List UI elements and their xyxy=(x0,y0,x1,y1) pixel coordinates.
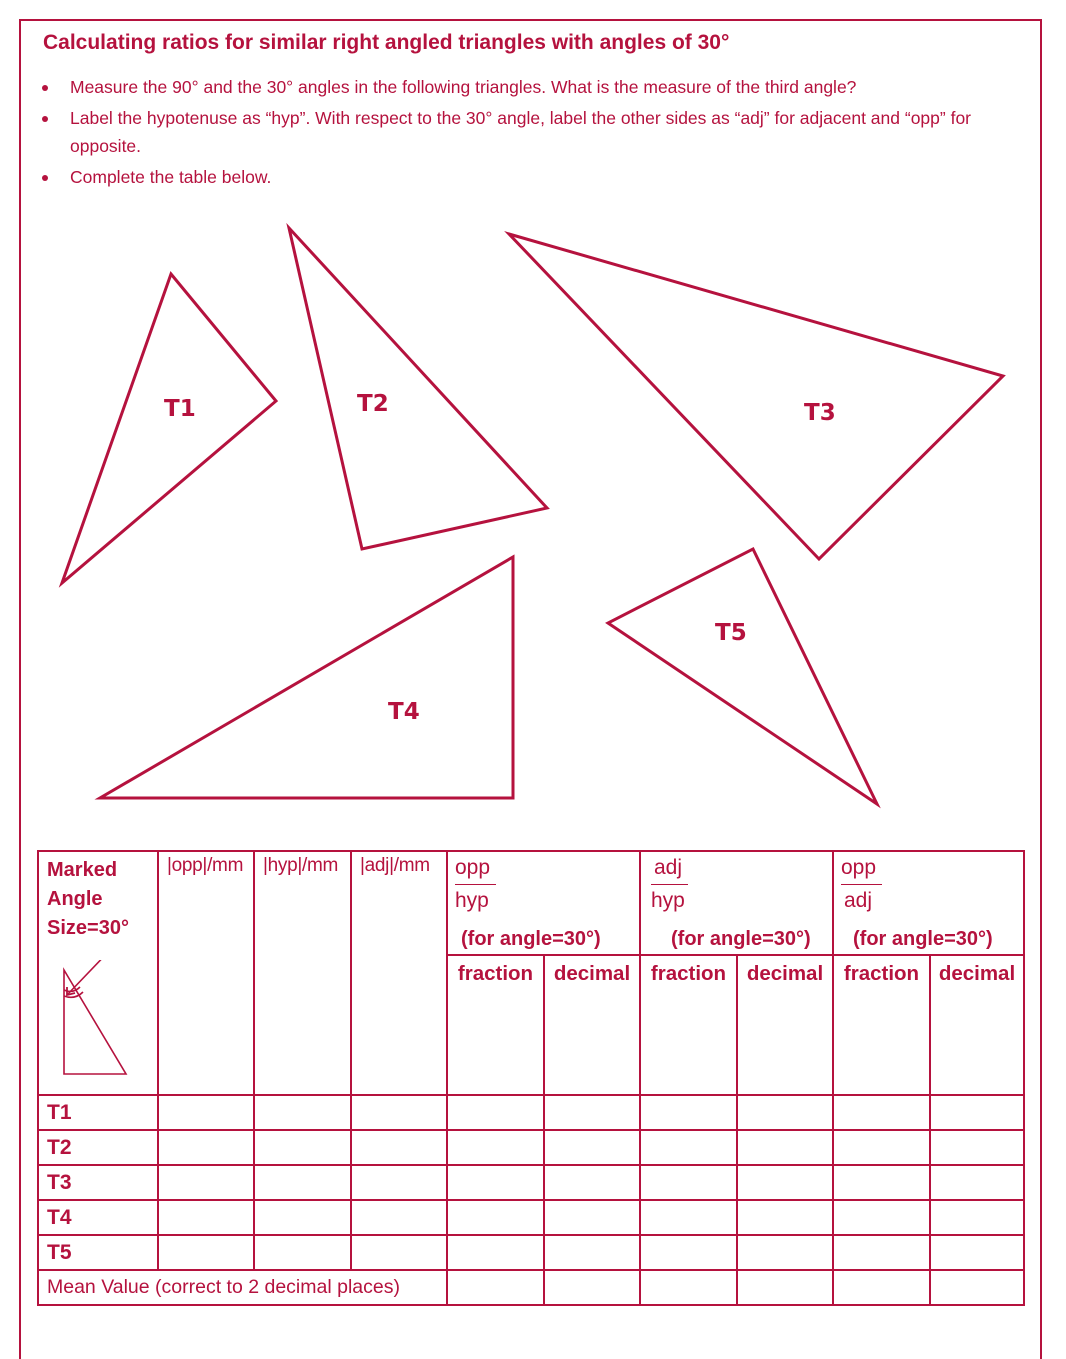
answer-cell[interactable] xyxy=(544,1270,640,1305)
answer-cell[interactable] xyxy=(447,1200,544,1235)
answer-cell[interactable] xyxy=(737,1165,833,1200)
subheader-fraction: fraction xyxy=(640,955,737,1095)
answer-cell[interactable] xyxy=(737,1235,833,1270)
answer-cell[interactable] xyxy=(351,1130,447,1165)
row-label-t1: T1 xyxy=(38,1095,158,1130)
row-label-t4: T4 xyxy=(38,1200,158,1235)
triangle-label-t3: T3 xyxy=(804,400,836,426)
triangle-t1 xyxy=(62,274,276,583)
answer-cell[interactable] xyxy=(544,1095,640,1130)
instruction-text: Measure the 90° and the 30° angles in the following triangles. What is the measure of the third angle? xyxy=(70,77,857,97)
answer-cell[interactable] xyxy=(351,1235,447,1270)
ratio-header-adj-hyp xyxy=(640,851,833,955)
ratio-table xyxy=(37,850,1025,1306)
answer-cell[interactable] xyxy=(447,1095,544,1130)
triangle-t2 xyxy=(289,228,547,549)
adj-length-header: |adj|/mm xyxy=(351,851,447,1095)
ratio-fraction xyxy=(841,852,882,917)
answer-cell[interactable] xyxy=(737,1200,833,1235)
ratio-denominator: hyp xyxy=(455,889,489,912)
answer-cell[interactable] xyxy=(254,1165,351,1200)
answer-cell[interactable] xyxy=(351,1165,447,1200)
answer-cell[interactable] xyxy=(447,1130,544,1165)
answer-cell[interactable] xyxy=(833,1165,930,1200)
marked-angle-header xyxy=(38,851,158,1095)
answer-cell[interactable] xyxy=(930,1130,1024,1165)
table-row xyxy=(38,1165,1024,1200)
triangle-label-t1: T1 xyxy=(164,396,196,422)
answer-cell[interactable] xyxy=(544,1200,640,1235)
subheader-fraction: fraction xyxy=(447,955,544,1095)
answer-cell[interactable] xyxy=(544,1130,640,1165)
table-row xyxy=(38,1200,1024,1235)
answer-cell[interactable] xyxy=(254,1095,351,1130)
marked-header-line: Size=30° xyxy=(47,917,129,939)
mean-value-label: Mean Value (correct to 2 decimal places) xyxy=(38,1270,447,1305)
answer-cell[interactable] xyxy=(833,1095,930,1130)
answer-cell[interactable] xyxy=(158,1130,254,1165)
answer-cell[interactable] xyxy=(254,1200,351,1235)
answer-cell[interactable] xyxy=(833,1200,930,1235)
answer-cell[interactable] xyxy=(447,1270,544,1305)
answer-cell[interactable] xyxy=(447,1165,544,1200)
ratio-denominator: hyp xyxy=(651,889,685,912)
ratio-angle-note: (for angle=30°) xyxy=(461,928,601,950)
answer-cell[interactable] xyxy=(930,1095,1024,1130)
table-row xyxy=(38,1235,1024,1270)
answer-cell[interactable] xyxy=(640,1235,737,1270)
ratio-fraction xyxy=(651,852,688,917)
answer-cell[interactable] xyxy=(930,1200,1024,1235)
hyp-length-header: |hyp|/mm xyxy=(254,851,351,1095)
answer-cell[interactable] xyxy=(833,1270,930,1305)
subheader-decimal: decimal xyxy=(544,955,640,1095)
answer-cell[interactable] xyxy=(544,1235,640,1270)
ratio-fraction xyxy=(455,852,496,917)
triangle-label-t5: T5 xyxy=(715,620,747,646)
ratio-angle-note: (for angle=30°) xyxy=(853,928,993,950)
ratio-header-opp-adj xyxy=(833,851,1024,955)
answer-cell[interactable] xyxy=(833,1235,930,1270)
answer-cell[interactable] xyxy=(640,1200,737,1235)
answer-cell[interactable] xyxy=(930,1270,1024,1305)
subheader-fraction: fraction xyxy=(833,955,930,1095)
row-label-t2: T2 xyxy=(38,1130,158,1165)
subheader-decimal: decimal xyxy=(930,955,1024,1095)
table-row xyxy=(38,1130,1024,1165)
answer-cell[interactable] xyxy=(640,1270,737,1305)
triangle-t5 xyxy=(608,549,877,804)
marked-header-line: Angle xyxy=(47,888,103,910)
answer-cell[interactable] xyxy=(737,1095,833,1130)
ratio-denominator: adj xyxy=(844,889,873,912)
answer-cell[interactable] xyxy=(254,1130,351,1165)
mean-row xyxy=(38,1270,1024,1305)
triangle-t3 xyxy=(509,234,1003,559)
answer-cell[interactable] xyxy=(640,1165,737,1200)
row-label-t3: T3 xyxy=(38,1165,158,1200)
instruction-text: Label the hypotenuse as “hyp”. With respect to the 30° angle, label the other sides as “adj” for adjacent and “opp” for opposite. xyxy=(70,108,972,156)
ratio-numerator: adj xyxy=(651,852,688,885)
answer-cell[interactable] xyxy=(737,1270,833,1305)
answer-cell[interactable] xyxy=(351,1200,447,1235)
instruction-text: Complete the table below. xyxy=(70,167,272,187)
answer-cell[interactable] xyxy=(254,1235,351,1270)
answer-cell[interactable] xyxy=(158,1235,254,1270)
answer-cell[interactable] xyxy=(158,1200,254,1235)
answer-cell[interactable] xyxy=(544,1165,640,1200)
answer-cell[interactable] xyxy=(640,1130,737,1165)
page-title: Calculating ratios for similar right angled triangles with angles of 30° xyxy=(43,31,730,54)
subheader-decimal: decimal xyxy=(737,955,833,1095)
answer-cell[interactable] xyxy=(833,1130,930,1165)
ratio-numerator: opp xyxy=(841,852,882,885)
ratio-header-opp-hyp xyxy=(447,851,640,955)
table-row xyxy=(38,1095,1024,1130)
row-label-t5: T5 xyxy=(38,1235,158,1270)
ratio-angle-note: (for angle=30°) xyxy=(671,928,811,950)
triangle-label-t4: T4 xyxy=(388,699,420,725)
answer-cell[interactable] xyxy=(640,1095,737,1130)
answer-cell[interactable] xyxy=(158,1095,254,1130)
opp-length-header: |opp|/mm xyxy=(158,851,254,1095)
marked-angle-triangle-icon xyxy=(53,960,153,1080)
triangle-t4 xyxy=(100,557,513,798)
answer-cell[interactable] xyxy=(158,1165,254,1200)
triangle-label-t2: T2 xyxy=(357,391,389,417)
marked-header-line: Marked xyxy=(47,859,118,881)
answer-cell[interactable] xyxy=(930,1235,1024,1270)
answer-cell[interactable] xyxy=(447,1235,544,1270)
answer-cell[interactable] xyxy=(930,1165,1024,1200)
answer-cell[interactable] xyxy=(351,1095,447,1130)
answer-cell[interactable] xyxy=(737,1130,833,1165)
ratio-numerator: opp xyxy=(455,852,496,885)
